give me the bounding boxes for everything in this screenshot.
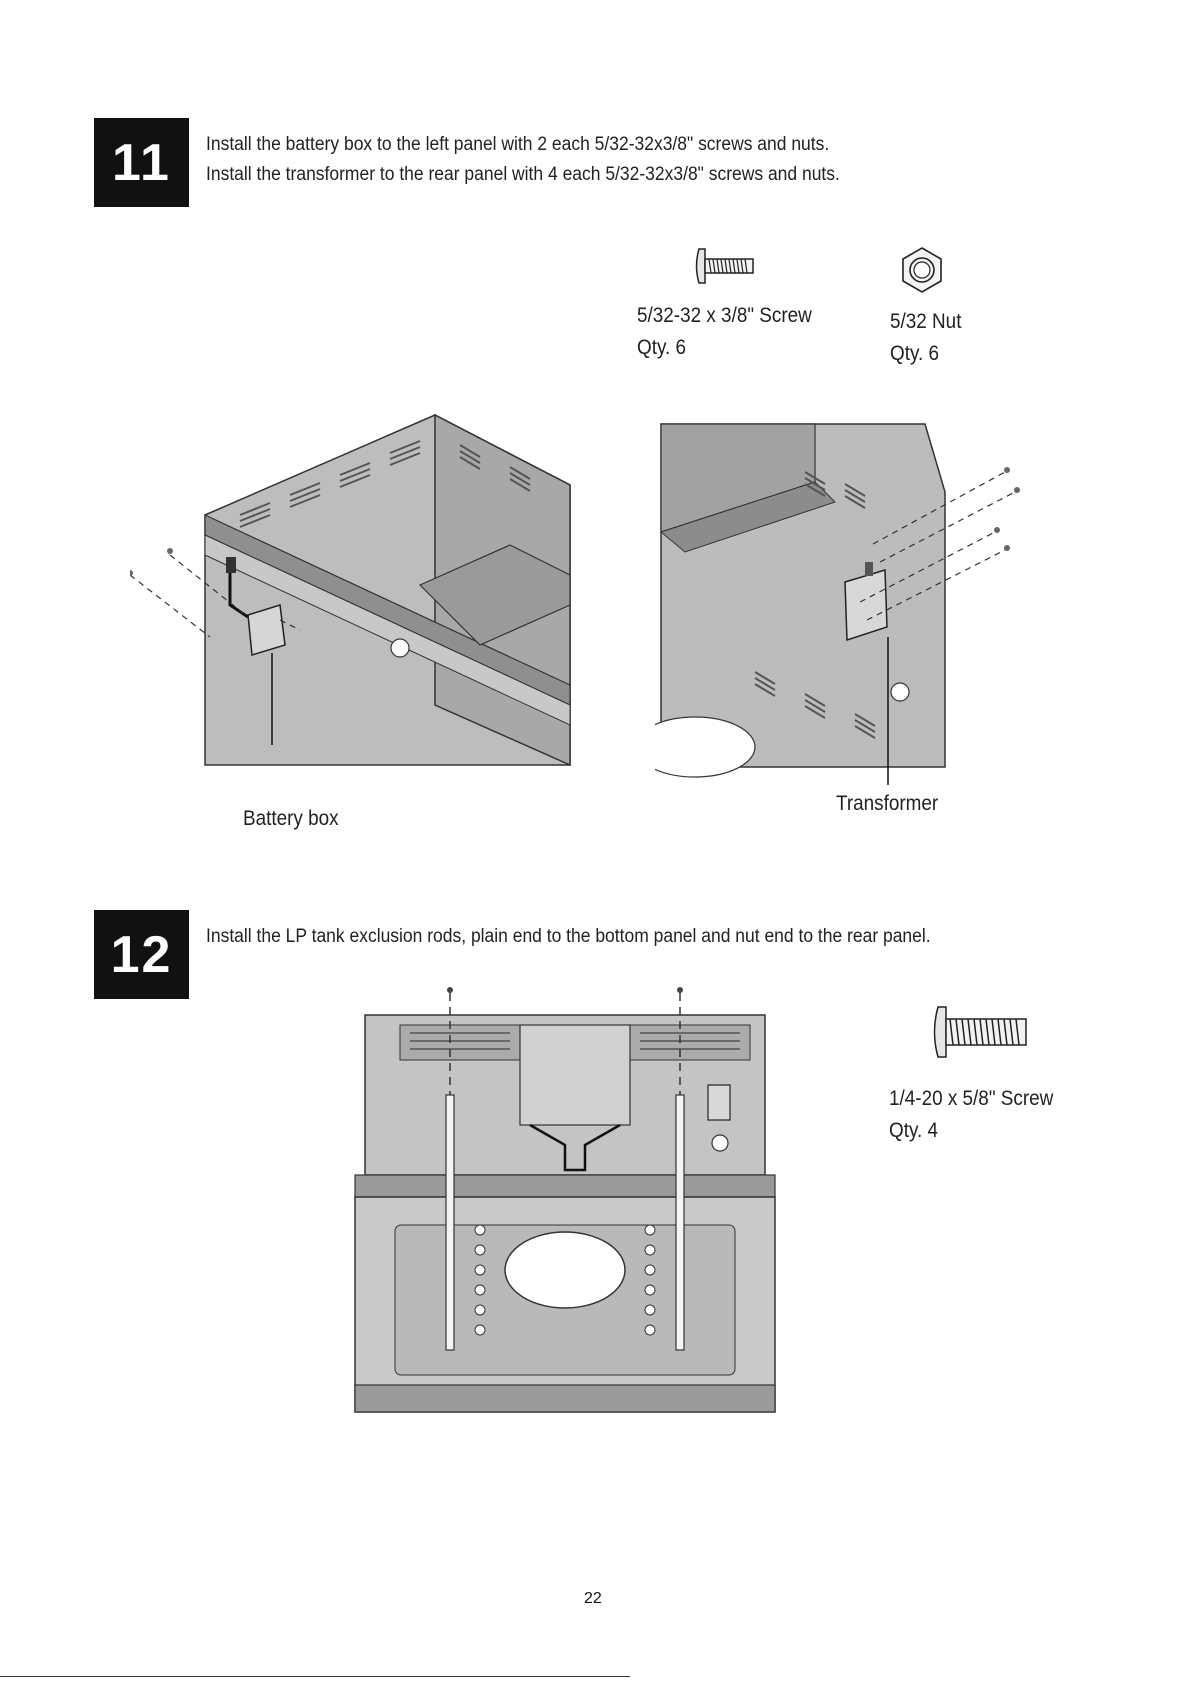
part-screw-name: 5/32-32 x 3/8" Screw	[637, 304, 812, 327]
battery-box-illustration	[130, 405, 580, 775]
callout-transformer: Transformer	[836, 792, 939, 815]
part-nut-label	[890, 306, 961, 370]
step-11-number: 11	[112, 133, 171, 192]
step-12-badge	[94, 910, 189, 999]
page-bottom-rule	[0, 1676, 630, 1677]
transformer-illustration	[655, 422, 1025, 792]
part-screw-label	[637, 300, 812, 364]
step-12-line-1: Install the LP tank exclusion rods, plain end to the bottom panel and nut end to the rear panel.	[206, 926, 931, 947]
page-number: 22	[584, 1590, 602, 1607]
step-12-instructions	[206, 922, 931, 952]
screw-icon	[930, 1003, 1030, 1061]
lp-tank-rods-illustration	[350, 985, 780, 1440]
step-11-badge	[94, 118, 189, 207]
step-12-number: 12	[110, 925, 173, 984]
step-11-instructions	[206, 130, 840, 190]
part-quarter-screw-name: 1/4-20 x 5/8" Screw	[889, 1087, 1054, 1110]
part-quarter-screw-label	[889, 1083, 1053, 1147]
step-11-line-1: Install the battery box to the left panel with 2 each 5/32-32x3/8" screws and nuts.	[206, 134, 830, 155]
part-screw-qty: Qty. 6	[637, 336, 687, 359]
part-nut-qty: Qty. 6	[890, 342, 940, 365]
step-11-line-2: Install the transformer to the rear panel with 4 each 5/32-32x3/8" screws and nuts.	[206, 164, 840, 185]
part-nut-name: 5/32 Nut	[890, 310, 962, 333]
screw-icon	[693, 245, 757, 287]
hex-nut-icon	[897, 245, 947, 295]
callout-battery-box: Battery box	[243, 807, 339, 830]
part-quarter-screw-qty: Qty. 4	[889, 1119, 939, 1142]
